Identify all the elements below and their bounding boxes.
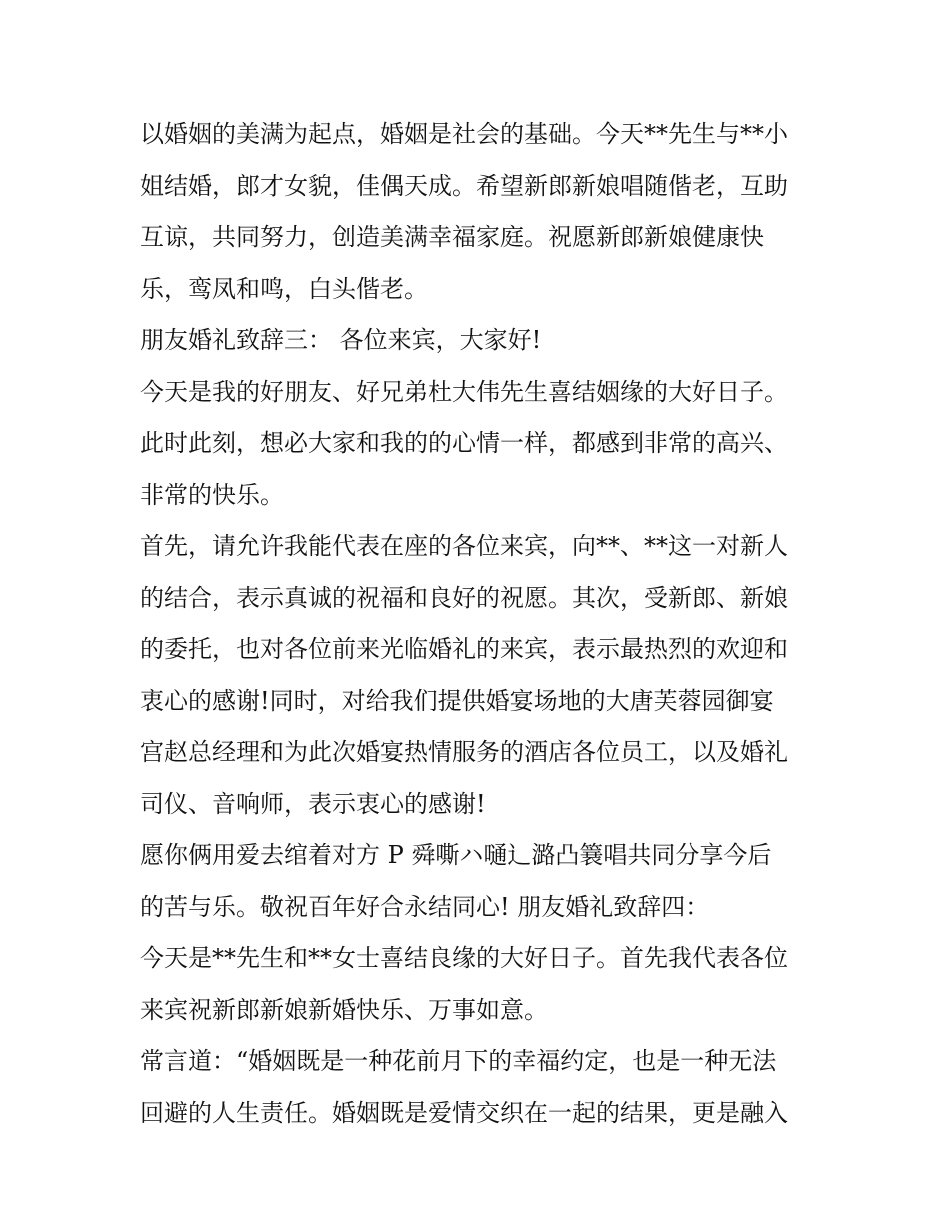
text-line: 衷心的感谢!同时，对给我们提供婚宴场地的大唐芙蓉园御宴 bbox=[140, 686, 774, 715]
text-line: 回避的人生责任。婚姻既是爱情交织在一起的结果，更是融入 bbox=[140, 1098, 788, 1127]
text-line: 愿你俩用爱去绾着对方 P 舜嘶ハ嗵辶潞凸簔唱共同分享今后 bbox=[140, 841, 772, 869]
text-line: 的委托，也对各位前来光临婚礼的来宾，表示最热烈的欢迎和 bbox=[140, 635, 788, 663]
document-body bbox=[140, 109, 830, 1139]
text-line: 今天是我的好朋友、好兄弟杜大伟先生喜结姻缘的大好日子。 bbox=[140, 377, 788, 406]
text-line: 乐，鸾凤和鸣，白头偕老。 bbox=[140, 274, 428, 303]
text-line: 姐结婚，郎才女貌，佳偶天成。希望新郎新娘唱随偕老，互助 bbox=[140, 171, 788, 200]
text-line: 宫赵总经理和为此次婚宴热情服务的酒店各位员工，以及婚礼 bbox=[140, 738, 788, 766]
section-heading-line: 朋友婚礼致辞三： 各位来宾，大家好! bbox=[140, 326, 542, 354]
text-line: 的结合，表示真诚的祝福和良好的祝愿。其次，受新郎、新娘 bbox=[140, 583, 788, 612]
text-line: 非常的快乐。 bbox=[140, 480, 284, 509]
text-line: 互谅，共同努力，创造美满幸福家庭。祝愿新郎新娘健康快 bbox=[140, 223, 764, 251]
text-line: 首先，请允许我能代表在座的各位来宾，向**、**这一对新人 bbox=[140, 532, 788, 560]
text-line: 常言道：“婚姻既是一种花前月下的幸福约定，也是一种无法 bbox=[140, 1047, 777, 1075]
text-line: 今天是**先生和**女士喜结良缘的大好日子。首先我代表各位 bbox=[140, 944, 788, 972]
text-line: 此时此刻，想必大家和我的的心情一样，都感到非常的高兴、 bbox=[140, 429, 788, 457]
text-line: 以婚姻的美满为起点，婚姻是社会的基础。今天**先生与**小 bbox=[140, 120, 788, 148]
text-line: 的苦与乐。敬祝百年好合永结同心! 朋友婚礼致辞四： bbox=[140, 892, 710, 921]
text-line: 来宾祝新郎新娘新婚快乐、万事如意。 bbox=[140, 995, 548, 1024]
text-line: 司仪、音响师，表示衷心的感谢! bbox=[140, 789, 486, 818]
